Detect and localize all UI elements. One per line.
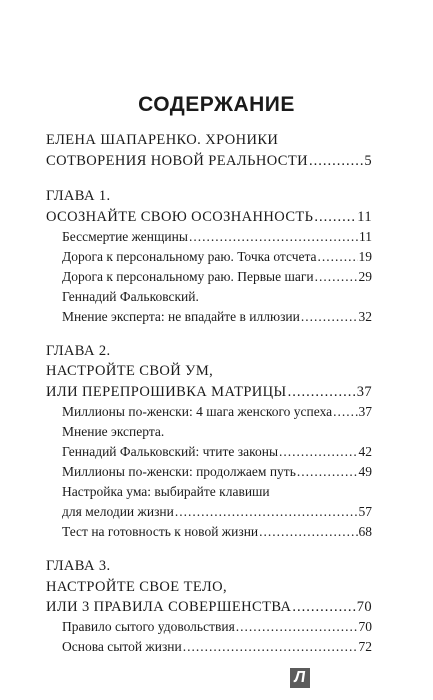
publisher-logo-icon (290, 668, 310, 688)
toc-leader-dots (314, 210, 356, 225)
toc-leader-dots (301, 310, 358, 324)
toc-entry-text: Настройка ума: выбирайте клавиши (62, 484, 270, 499)
toc-leader-dots (315, 270, 358, 284)
toc-subentry[interactable] (62, 620, 372, 634)
toc-entry-text: Миллионы по-женски: 4 шага женского успеха (62, 404, 333, 419)
toc-leader-dots (297, 465, 358, 479)
toc-entry-text: СОТВОРЕНИЯ НОВОЙ РЕАЛЬНОСТИ (46, 153, 308, 169)
toc-entry-text: НАСТРОЙТЕ СВОЙ УМ, (46, 363, 214, 379)
toc-subentry[interactable] (62, 230, 372, 244)
toc-entry-text: Мнение эксперта. (62, 424, 165, 439)
toc-page-number: 70 (356, 599, 372, 615)
toc-entry-text: Геннадий Фальковский: чтите законы (62, 444, 279, 459)
toc-subentry[interactable] (62, 310, 372, 324)
toc-entry-text: Дорога к персональному раю. Первые шаги (62, 269, 314, 284)
toc-subentry[interactable] (62, 250, 372, 264)
toc-entry-text: Миллионы по-женски: продолжаем путь (62, 464, 296, 479)
toc-entry-text: НАСТРОЙТЕ СВОЕ ТЕЛО, (46, 579, 228, 595)
toc-entry[interactable] (46, 133, 372, 148)
toc-entry-text: ИЛИ ПЕРЕПРОШИВКА МАТРИЦЫ (46, 384, 287, 400)
toc-entry[interactable] (46, 154, 372, 169)
toc-subentry[interactable] (62, 465, 372, 479)
toc-leader-dots (309, 154, 363, 169)
toc-page-number: 29 (358, 269, 372, 284)
toc-leader-dots (279, 445, 357, 459)
toc-page-number: 32 (358, 309, 372, 324)
toc-entry-text: Основа сытой жизни (62, 639, 182, 654)
toc-leader-dots (318, 250, 358, 264)
toc-page-number: 72 (358, 639, 372, 654)
toc-entry-text: ГЛАВА 2. (46, 343, 111, 359)
toc-page-number: 11 (357, 209, 372, 225)
toc-subentry[interactable] (62, 445, 372, 459)
toc-entry-text: Геннадий Фальковский. (62, 289, 199, 304)
toc-leader-dots (236, 620, 358, 634)
toc-leader-dots (189, 230, 358, 244)
publisher-logo-letter: Л (293, 669, 307, 686)
toc-subentry[interactable] (62, 485, 372, 499)
toc-page-number: 37 (358, 404, 372, 419)
toc-entry-text: ГЛАВА 1. (46, 188, 111, 204)
chapter-heading[interactable] (46, 559, 372, 574)
toc-entry[interactable] (46, 580, 372, 595)
toc-leader-dots (175, 505, 358, 519)
toc-entry[interactable] (46, 364, 372, 379)
toc-page-number: 70 (358, 619, 372, 634)
toc-entry[interactable] (46, 385, 372, 400)
toc-page-number: 19 (358, 249, 372, 264)
toc-subentry[interactable] (62, 425, 372, 439)
chapter-heading[interactable] (46, 344, 372, 359)
toc-subentry[interactable] (62, 505, 372, 519)
toc-subentry[interactable] (62, 525, 372, 539)
toc-subentry[interactable] (62, 290, 372, 304)
toc-entry-text: Мнение эксперта: не впадайте в иллюзии (62, 309, 300, 324)
toc-entry-text: ОСОЗНАЙТЕ СВОЮ ОСОЗНАННОСТЬ (46, 209, 314, 225)
toc-page-number: 5 (364, 153, 372, 169)
toc-entry-text: для мелодии жизни (62, 504, 174, 519)
toc-subentry[interactable] (62, 405, 372, 419)
page-title: СОДЕРЖАНИЕ (138, 93, 295, 116)
toc-entry-text: Бессмертие женщины (62, 229, 188, 244)
toc-page-number: 49 (358, 464, 372, 479)
toc-entry[interactable] (46, 600, 372, 615)
toc-entry-text: Тест на готовность к новой жизни (62, 524, 259, 539)
toc-entry-text: ЕЛЕНА ШАПАРЕНКО. ХРОНИКИ (46, 132, 279, 148)
chapter-heading[interactable] (46, 189, 372, 204)
toc-page-number: 68 (358, 524, 372, 539)
toc-entry-text: Правило сытого удовольствия (62, 619, 235, 634)
toc-leader-dots (183, 640, 358, 654)
toc-entry-text: ИЛИ 3 ПРАВИЛА СОВЕРШЕНСТВА (46, 599, 292, 615)
toc-entry-text: Дорога к персональному раю. Точка отсчета (62, 249, 317, 264)
toc-entry-text: ГЛАВА 3. (46, 558, 111, 574)
toc-page-number: 37 (356, 384, 372, 400)
toc-leader-dots (288, 385, 356, 400)
toc-leader-dots (333, 405, 357, 419)
toc-entry[interactable] (46, 210, 372, 225)
toc-subentry[interactable] (62, 270, 372, 284)
toc-page-number: 57 (358, 504, 372, 519)
toc-subentry[interactable] (62, 640, 372, 654)
toc-page-number: 11 (359, 229, 372, 244)
toc-leader-dots (292, 600, 355, 615)
toc-leader-dots (259, 525, 357, 539)
toc-page-number: 42 (358, 444, 372, 459)
